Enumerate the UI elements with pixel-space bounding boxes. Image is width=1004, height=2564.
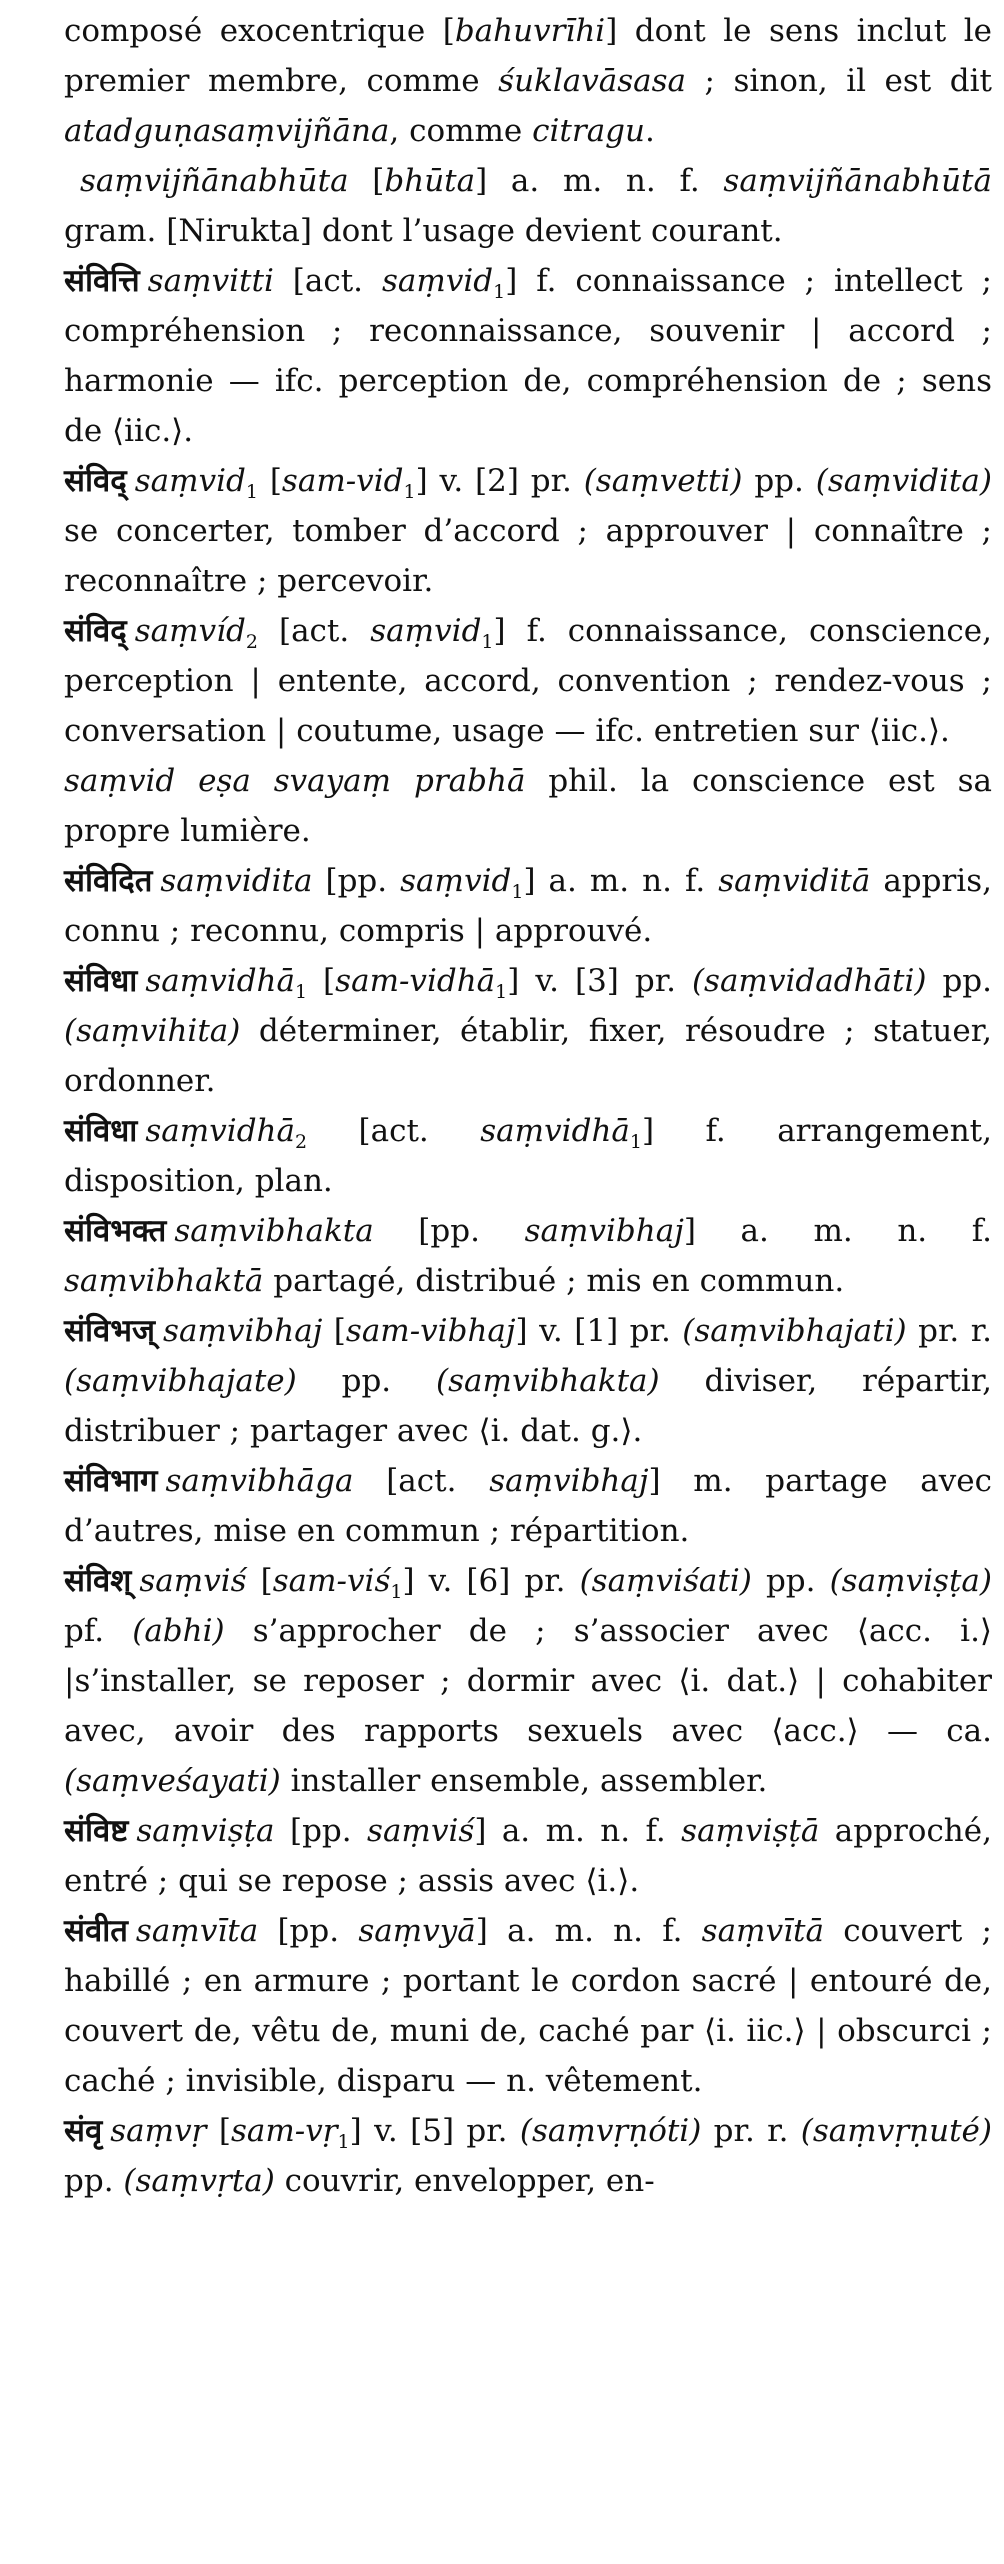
definition-text: ] v. [6] pr. <box>402 1563 580 1599</box>
homonym-index: 2 <box>245 631 258 654</box>
transliteration: saṃvidhā <box>145 1113 295 1149</box>
definition-text: composé exocentrique [ <box>64 13 455 49</box>
homonym-index: 1 <box>295 981 308 1004</box>
devanagari-headword: संविद् <box>64 463 127 499</box>
transliteration: saṃvīta <box>135 1913 259 1949</box>
transliteration: (saṃvṛṇuté) <box>800 2113 992 2149</box>
definition-text: gram. [Nirukta] dont l’usage devient courant. <box>64 213 783 249</box>
definition-text: ] a. m. n. f. <box>474 1813 682 1849</box>
definition-text: couvert ; habillé ; en armure ; portant le cordon sacré | entouré de, couvert de, vêtu de, muni de, caché par ⟨i. iic.⟩ | obscurci ; caché ; invisible, disparu — n. vêtement. <box>64 1913 992 2099</box>
definition-text: ] f. arrangement, disposition, plan. <box>64 1113 992 1199</box>
transliteration: saṃvid eṣa svayaṃ prabhā <box>64 763 526 799</box>
homonym-index: 1 <box>481 631 494 654</box>
definition-text: ] a. m. n. f. <box>683 1213 992 1249</box>
definition-text: ] v. [3] pr. <box>507 963 692 999</box>
devanagari-headword: संविष्ट <box>64 1813 129 1849</box>
homonym-index: 1 <box>390 1581 403 1604</box>
definition-text: pr. r. <box>701 2113 801 2149</box>
dictionary-entry-bahuvrihi-cont <box>64 6 992 156</box>
homonym-index: 1 <box>337 2131 350 2154</box>
transliteration: sam-vibhaj <box>345 1313 516 1349</box>
definition-text: ] dont le sens inclut le premier membre, comme <box>64 13 992 99</box>
definition-text: pp. <box>751 1563 830 1599</box>
transliteration: (saṃvṛta) <box>123 2163 275 2199</box>
transliteration: saṃvijñānabhūta <box>80 163 349 199</box>
definition-text: pp. <box>742 463 816 499</box>
dictionary-entry-samvid1 <box>64 456 992 606</box>
devanagari-headword: संविधा <box>64 1113 138 1149</box>
transliteration: citragu <box>532 113 645 149</box>
homonym-index: 1 <box>493 281 506 304</box>
definition-text: ] a. m. n. f. <box>475 1913 702 1949</box>
transliteration: sam-vidhā <box>335 963 496 999</box>
dictionary-entry-samvibhaga <box>64 1456 992 1556</box>
transliteration: sam-vid <box>281 463 404 499</box>
transliteration: saṃviṣṭa <box>136 1813 275 1849</box>
dictionary-entry-samvitti <box>64 256 992 456</box>
transliteration: śuklavāsasa <box>498 63 686 99</box>
definition-text: se concerter, tomber d’accord ; approuver | connaître ; reconnaître ; percevoir. <box>64 513 992 599</box>
transliteration: saṃvibhaj <box>163 1313 323 1349</box>
homonym-index: 1 <box>403 481 416 504</box>
devanagari-headword: संवित्ति <box>64 263 140 299</box>
definition-text: [ <box>258 463 282 499</box>
transliteration: saṃvyā <box>358 1913 476 1949</box>
dictionary-entry-samvidha2 <box>64 1106 992 1206</box>
definition-text: pp. <box>926 963 992 999</box>
transliteration: saṃvid <box>400 863 512 899</box>
devanagari-headword: संविभज् <box>64 1313 156 1349</box>
homonym-index: 1 <box>495 981 508 1004</box>
transliteration: saṃvītā <box>701 1913 824 1949</box>
transliteration: (saṃvibhakta) <box>436 1363 660 1399</box>
transliteration: saṃvíd <box>134 613 246 649</box>
definition-text: ] f. connaissance, conscience, perception | entente, accord, convention ; rendez-vous ; conversation | coutume, usage — ifc. entretien sur ⟨iic.⟩. <box>64 613 992 749</box>
transliteration: bahuvrīhi <box>454 13 606 49</box>
homonym-index: 1 <box>245 481 258 504</box>
definition-text: [pp. <box>274 1813 368 1849</box>
homonym-index: 2 <box>295 1131 308 1154</box>
definition-text: ] f. connaissance ; intellect ; compréhension ; reconnaissance, souvenir | accord ; harmonie — ifc. perception de, compréhension de ; sens de ⟨iic.⟩. <box>64 263 992 449</box>
definition-text: appris, connu ; reconnu, compris | approuvé. <box>64 863 992 949</box>
transliteration: sam-viś <box>272 1563 391 1599</box>
definition-text: approché, entré ; qui se repose ; assis avec ⟨i.⟩. <box>64 1813 992 1899</box>
devanagari-headword: संविद् <box>64 613 127 649</box>
definition-text: [act. <box>273 263 382 299</box>
dictionary-entry-samvijnanabhuta <box>64 156 992 256</box>
dictionary-entry-samvita <box>64 1906 992 2106</box>
dictionary-entry-samvid-esa <box>64 756 992 856</box>
definition-text: [pp. <box>258 1913 359 1949</box>
transliteration: saṃvid <box>370 613 482 649</box>
definition-text: déterminer, établir, fixer, résoudre ; statuer, ordonner. <box>64 1013 992 1099</box>
transliteration: saṃvibhaktā <box>64 1263 264 1299</box>
transliteration: (saṃvibhajati) <box>682 1313 907 1349</box>
transliteration: saṃvibhaj <box>524 1213 684 1249</box>
definition-text: . <box>645 113 655 149</box>
definition-text: pr. r. <box>906 1313 992 1349</box>
definition-text: ] a. m. n. f. <box>475 163 724 199</box>
definition-text: ] m. partage avec d’autres, mise en commun ; répartition. <box>64 1463 992 1549</box>
definition-text: phil. la conscience est sa propre lumière. <box>64 763 992 849</box>
transliteration: saṃvṛ <box>110 2113 207 2149</box>
transliteration: (saṃviṣṭa) <box>829 1563 992 1599</box>
transliteration: sam-vṛ <box>230 2113 338 2149</box>
definition-text: partagé, distribué ; mis en commun. <box>263 1263 845 1299</box>
definition-text: ] a. m. n. f. <box>523 863 719 899</box>
transliteration: (saṃvetti) <box>583 463 743 499</box>
transliteration: saṃviditā <box>718 863 871 899</box>
dictionary-entry-samvista <box>64 1806 992 1906</box>
definition-text: , comme <box>389 113 533 149</box>
devanagari-headword: संवीत <box>64 1913 128 1949</box>
transliteration: atadguṇasaṃvijñāna <box>64 113 390 149</box>
transliteration: (saṃvidita) <box>815 463 992 499</box>
devanagari-headword: संविश् <box>64 1563 132 1599</box>
dictionary-entry-samvibhaj <box>64 1306 992 1456</box>
definition-text: ; sinon, il est dit <box>686 63 992 99</box>
dictionary-entry-samvr <box>64 2106 992 2206</box>
definition-text: couvrir, envelopper, en- <box>274 2163 655 2199</box>
definition-text: diviser, répartir, distribuer ; partager avec ⟨i. dat. g.⟩. <box>64 1363 992 1449</box>
definition-text: pf. <box>64 1613 133 1649</box>
transliteration: saṃvid <box>381 263 494 299</box>
definition-text: [act. <box>353 1463 490 1499</box>
transliteration: saṃvijñānabhūtā <box>723 163 992 199</box>
transliteration: (abhi) <box>132 1613 225 1649</box>
transliteration: saṃvibhāga <box>165 1463 354 1499</box>
definition-text: [act. <box>258 613 371 649</box>
dictionary-entry-samvibhakta <box>64 1206 992 1306</box>
transliteration: (saṃvibhajate) <box>64 1363 297 1399</box>
definition-text: pp. <box>296 1363 437 1399</box>
transliteration: (saṃviśati) <box>579 1563 752 1599</box>
devanagari-headword: संविधा <box>64 963 138 999</box>
dictionary-entry-samvid2 <box>64 606 992 756</box>
transliteration: saṃvidhā <box>145 963 295 999</box>
dictionary-entry-samvis <box>64 1556 992 1806</box>
devanagari-headword: संविदित <box>64 863 153 899</box>
transliteration: saṃvid <box>134 463 246 499</box>
definition-text: [ <box>348 163 385 199</box>
transliteration: saṃvidhā <box>480 1113 630 1149</box>
definition-text: [pp. <box>373 1213 525 1249</box>
transliteration: saṃviś <box>367 1813 475 1849</box>
transliteration: saṃviṣṭā <box>681 1813 820 1849</box>
definition-text: installer ensemble, assembler. <box>280 1763 768 1799</box>
definition-text: [act. <box>307 1113 481 1149</box>
transliteration: (saṃveśayati) <box>64 1763 281 1799</box>
definition-text: [ <box>307 963 336 999</box>
definition-text: [pp. <box>312 863 401 899</box>
definition-text: s’approcher de ; s’associer avec ⟨acc. i.⟩ |s’installer, se reposer ; dormir avec ⟨i. dat.⟩ | cohabiter avec, avoir des rapports sexuels avec ⟨acc.⟩ — ca. <box>64 1613 993 1749</box>
definition-text: pp. <box>64 2163 124 2199</box>
devanagari-headword: संविभाग <box>64 1463 158 1499</box>
devanagari-headword: संवृ <box>64 2113 103 2149</box>
dictionary-entry-samvidita <box>64 856 992 956</box>
transliteration: saṃvibhaj <box>489 1463 649 1499</box>
dictionary-entry-samvidha1 <box>64 956 992 1106</box>
definition-text: ] v. [1] pr. <box>515 1313 683 1349</box>
transliteration: (saṃvihita) <box>64 1013 241 1049</box>
devanagari-headword: संविभक्त <box>64 1213 167 1249</box>
definition-text: ] v. [2] pr. <box>415 463 584 499</box>
transliteration: bhūta <box>384 163 476 199</box>
transliteration: saṃvibhakta <box>174 1213 374 1249</box>
transliteration: saṃvitti <box>147 263 274 299</box>
definition-text: [ <box>246 1563 273 1599</box>
transliteration: saṃvidita <box>160 863 313 899</box>
definition-text: [ <box>322 1313 346 1349</box>
homonym-index: 1 <box>511 881 524 904</box>
homonym-index: 1 <box>629 1131 642 1154</box>
transliteration: (saṃvṛṇóti) <box>519 2113 702 2149</box>
definition-text: [ <box>206 2113 231 2149</box>
transliteration: (saṃvidadhāti) <box>691 963 927 999</box>
definition-text: ] v. [5] pr. <box>349 2113 520 2149</box>
transliteration: saṃviś <box>139 1563 247 1599</box>
